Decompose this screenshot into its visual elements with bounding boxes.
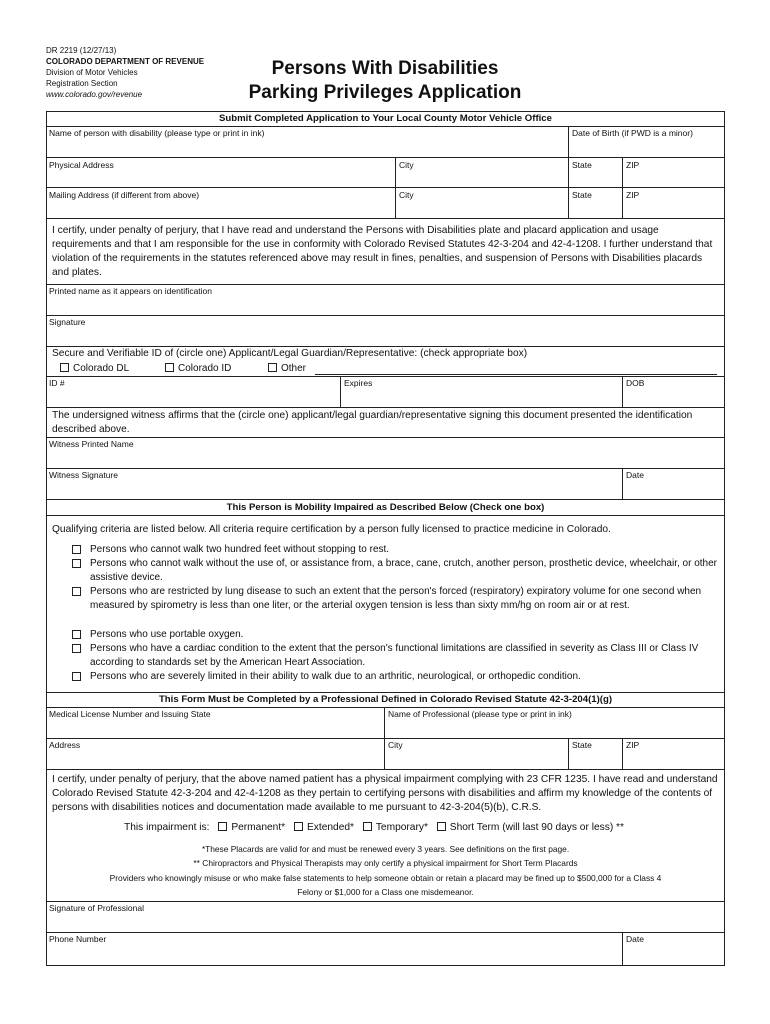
license-field[interactable] bbox=[47, 721, 383, 737]
form-id: DR 2219 (12/27/13) bbox=[46, 46, 117, 55]
printed-name-field[interactable] bbox=[47, 298, 724, 314]
phone-label: Phone Number bbox=[49, 934, 107, 944]
professional-name-label: Name of Professional (please type or print in ink) bbox=[388, 709, 572, 719]
professional-zip-label: ZIP bbox=[626, 740, 640, 750]
professional-name-field[interactable] bbox=[385, 721, 724, 737]
professional-address-field[interactable] bbox=[47, 752, 383, 768]
license-label: Medical License Number and Issuing State bbox=[49, 709, 211, 719]
website-link[interactable]: www.colorado.gov/revenue bbox=[46, 90, 143, 99]
checkbox-icon[interactable] bbox=[165, 363, 174, 372]
division-name: Division of Motor Vehicles bbox=[46, 68, 138, 77]
mailing-zip-label: ZIP bbox=[626, 190, 640, 200]
id-dob-label: DOB bbox=[626, 378, 645, 388]
professional-date-label: Date bbox=[626, 934, 644, 944]
chiropractor-note: ** Chiropractors and Physical Therapists may only certify a physical impairment for Short Term Placards bbox=[193, 858, 578, 868]
mailing-city-label: City bbox=[399, 190, 414, 200]
impairment-options bbox=[124, 821, 624, 835]
form-title-line2: Parking Privileges Application bbox=[248, 82, 522, 103]
name-label: Name of person with disability (please type or print in ink) bbox=[49, 128, 265, 138]
professional-state-label: State bbox=[572, 740, 592, 750]
checkbox-icon[interactable] bbox=[363, 822, 372, 831]
professional-city-label: City bbox=[388, 740, 403, 750]
other-id-line[interactable] bbox=[315, 374, 717, 375]
checkbox-icon[interactable] bbox=[72, 587, 81, 596]
name-field[interactable] bbox=[47, 139, 567, 156]
id-option-colorado-id[interactable]: Colorado ID bbox=[165, 362, 231, 376]
criterion-cardiac[interactable]: Persons who have a cardiac condition to the extent that the person's functional limitations are classified in severity as Class III or Class IV according to standards set by the American Heart Association. bbox=[72, 642, 722, 670]
dob-label: Date of Birth (if PWD is a minor) bbox=[572, 128, 693, 138]
criterion-walk-200ft[interactable]: Persons who cannot walk two hundred feet without stopping to rest. bbox=[72, 543, 722, 557]
checkbox-icon[interactable] bbox=[72, 672, 81, 681]
witness-printed-name-label: Witness Printed Name bbox=[49, 439, 134, 449]
impairment-label: This impairment is: bbox=[124, 822, 210, 833]
checkbox-icon[interactable] bbox=[72, 630, 81, 639]
professional-date-field[interactable] bbox=[623, 946, 724, 964]
witness-signature-field[interactable] bbox=[47, 482, 621, 498]
professional-heading: This Form Must be Completed by a Professional Defined in Colorado Revised Statute 42-3-204(1)(g) bbox=[158, 694, 613, 705]
impairment-permanent[interactable]: Permanent* bbox=[218, 822, 285, 833]
criterion-lung-disease[interactable]: Persons who are restricted by lung disease to such an extent that the person's forced (respiratory) expiratory volume for one second when measured by spirometry is less than one liter, or the arterial oxygen tension is less than sixty mm/hg on room air or at rest. bbox=[72, 585, 722, 613]
checkbox-icon[interactable] bbox=[437, 822, 446, 831]
professional-signature-field[interactable] bbox=[47, 915, 724, 931]
agency-name: COLORADO DEPARTMENT OF REVENUE bbox=[46, 57, 205, 66]
checkbox-icon[interactable] bbox=[72, 559, 81, 568]
witness-printed-name-field[interactable] bbox=[47, 451, 724, 467]
id-number-label: ID # bbox=[49, 378, 65, 388]
impairment-extended[interactable]: Extended* bbox=[294, 822, 354, 833]
form-title-line1: Persons With Disabilities bbox=[271, 58, 499, 79]
mailing-address-label: Mailing Address (if different from above) bbox=[49, 190, 200, 200]
submit-heading: Submit Completed Application to Your Local County Motor Vehicle Office bbox=[219, 113, 552, 124]
applicant-certification: I certify, under penalty of perjury, that I have read and understand the Persons with Disabilities plate and placard application and usage requirements and that I am responsible for the use in conformity with Colorado Revised Statutes 42-3-204 and 42-4-1208. I further understand that violation of the requirements in the statutes referenced above may result in fines, penalties, and suspension of Persons with Disabilities placards and plates. bbox=[52, 225, 713, 278]
printed-name-label: Printed name as it appears on identification bbox=[49, 286, 213, 296]
physical-zip-label: ZIP bbox=[626, 160, 640, 170]
id-heading: Secure and Verifiable ID of (circle one) Applicant/Legal Guardian/Representative: (check appropriate box) bbox=[52, 348, 528, 359]
penalty-note-line2: Felony or $1,000 for a Class one misdemeanor. bbox=[297, 887, 474, 897]
physical-address-label: Physical Address bbox=[49, 160, 114, 170]
checkbox-icon[interactable] bbox=[294, 822, 303, 831]
witness-signature-label: Witness Signature bbox=[49, 470, 118, 480]
applicant-signature-label: Signature bbox=[49, 317, 86, 327]
applicant-signature-field[interactable] bbox=[47, 329, 724, 345]
expires-label: Expires bbox=[344, 378, 373, 388]
mailing-address-field[interactable] bbox=[47, 201, 394, 217]
mobility-heading: This Person is Mobility Impaired as Described Below (Check one box) bbox=[226, 502, 545, 513]
professional-address-label: Address bbox=[49, 740, 81, 750]
checkbox-icon[interactable] bbox=[268, 363, 277, 372]
criterion-severely-limited[interactable]: Persons who are severely limited in their ability to walk due to an arthritic, neurological, or orthopedic condition. bbox=[72, 670, 722, 684]
mobility-intro: Qualifying criteria are listed below. All criteria require certification by a person fully licensed to practice medicine in Colorado. bbox=[52, 524, 611, 535]
witness-date-label: Date bbox=[626, 470, 644, 480]
physical-state-label: State bbox=[572, 160, 592, 170]
id-option-other[interactable]: Other bbox=[268, 362, 306, 376]
checkbox-icon[interactable] bbox=[72, 545, 81, 554]
physical-city-label: City bbox=[399, 160, 414, 170]
professional-certification: I certify, under penalty of perjury, that the above named patient has a physical impairment complying with 23 CFR 1235. I have read and understand Colorado Revised Statute 42-3-204 and 42-4-1208 as they pertain to certifying persons with disabilities and affirm my knowledge of the contents of persons with disabilities notices and documentation made available to me pursuant to 42-3-204(5)(b), C.R.S. bbox=[52, 774, 718, 813]
professional-signature-label: Signature of Professional bbox=[49, 903, 144, 913]
checkbox-icon[interactable] bbox=[60, 363, 69, 372]
penalty-note-line1: Providers who knowingly misuse or who make false statements to help someone obtain or retain a placard may be fined up to $500,000 for a Class 4 bbox=[109, 873, 662, 883]
section-name: Registration Section bbox=[46, 79, 118, 88]
impairment-temporary[interactable]: Temporary* bbox=[363, 822, 428, 833]
id-option-colorado-dl[interactable]: Colorado DL bbox=[60, 362, 129, 376]
checkbox-icon[interactable] bbox=[72, 644, 81, 653]
witness-statement: The undersigned witness affirms that the (circle one) applicant/legal guardian/representative signing this document presented the identification described above. bbox=[52, 410, 693, 435]
id-number-field[interactable] bbox=[47, 390, 339, 406]
mailing-state-label: State bbox=[572, 190, 592, 200]
checkbox-icon[interactable] bbox=[218, 822, 227, 831]
dob-field[interactable] bbox=[569, 139, 724, 156]
phone-field[interactable] bbox=[47, 946, 621, 964]
criterion-assistive-device[interactable]: Persons who cannot walk without the use of, or assistance from, a brace, cane, crutch, another person, prosthetic device, wheelchair, or other assistive device. bbox=[72, 557, 722, 585]
criterion-portable-oxygen[interactable]: Persons who use portable oxygen. bbox=[72, 628, 722, 642]
validity-note: *These Placards are valid for and must be renewed every 3 years. See definitions on the first page. bbox=[201, 844, 570, 854]
impairment-short-term[interactable]: Short Term (will last 90 days or less) ** bbox=[437, 822, 624, 833]
physical-address-field[interactable] bbox=[47, 171, 394, 186]
